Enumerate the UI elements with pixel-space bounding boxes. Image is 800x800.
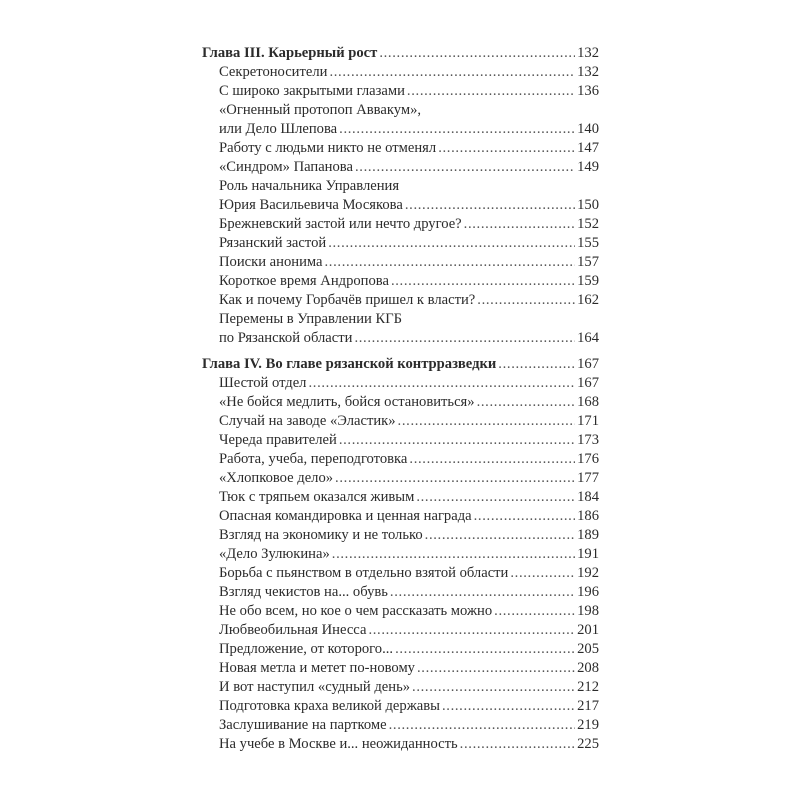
entry-title: Рязанский застой <box>219 235 327 251</box>
toc-entry <box>202 526 599 545</box>
leader-dots <box>510 564 575 583</box>
page-number: 201 <box>577 622 599 638</box>
entry-title: «Дело Зулюкина» <box>219 546 330 562</box>
toc-entry <box>202 63 599 82</box>
entry-title: Не обо всем, но кое о чем рассказать можно <box>219 603 493 619</box>
leader-dots <box>494 602 575 621</box>
entry-title-line: «Огненный протопоп Аввакум», <box>219 102 422 118</box>
page-number: 208 <box>577 660 599 676</box>
leader-dots <box>498 355 575 374</box>
page-number: 136 <box>577 83 599 99</box>
entry-row <box>202 678 599 697</box>
leader-dots <box>477 291 575 310</box>
entry-row <box>202 507 599 526</box>
entry-title: Работу с людьми никто не отменял <box>219 140 437 156</box>
entry-row <box>202 393 599 412</box>
entry-row <box>202 291 599 310</box>
toc-entry <box>202 697 599 716</box>
page-number: 205 <box>577 641 599 657</box>
page-number: 192 <box>577 565 599 581</box>
leader-dots <box>332 545 575 564</box>
entry-title: Новая метла и метет по-новому <box>219 660 415 676</box>
leader-dots <box>335 469 575 488</box>
table-of-contents <box>202 44 599 761</box>
page-number: 167 <box>577 375 599 391</box>
entry-row <box>202 545 599 564</box>
entry-row <box>202 63 599 82</box>
toc-entry <box>202 374 599 393</box>
page-number: 219 <box>577 717 599 733</box>
toc-entry <box>202 450 599 469</box>
entry-row <box>202 602 599 621</box>
toc-entry <box>202 564 599 583</box>
leader-dots <box>354 329 575 348</box>
leader-dots <box>379 44 575 63</box>
leader-dots <box>442 697 575 716</box>
entry-title-line: Перемены в Управлении КГБ <box>219 311 403 327</box>
page-number: 217 <box>577 698 599 714</box>
leader-dots <box>325 253 576 272</box>
entry-row <box>202 215 599 234</box>
toc-entry <box>202 253 599 272</box>
page-number: 173 <box>577 432 599 448</box>
entry-row <box>202 488 599 507</box>
entry-title: Борьба с пьянством в отдельно взятой области <box>219 565 509 581</box>
entry-row <box>202 82 599 101</box>
page-number: 184 <box>577 489 599 505</box>
entry-row <box>202 139 599 158</box>
entry-row <box>202 196 599 215</box>
leader-dots <box>407 82 575 101</box>
entry-title: Поиски анонима <box>219 254 323 270</box>
toc-entry <box>202 640 599 659</box>
page-number: 157 <box>577 254 599 270</box>
chapter-heading <box>202 355 599 374</box>
page-number: 168 <box>577 394 599 410</box>
entry-title: Брежневский застой или нечто другое? <box>219 216 462 232</box>
entry-title: И вот наступил «судный день» <box>219 679 411 695</box>
toc-chapter <box>202 44 599 348</box>
entry-row <box>202 469 599 488</box>
entry-title: Секретоносители <box>219 64 328 80</box>
toc-entry <box>202 678 599 697</box>
page-number: 150 <box>577 197 599 213</box>
toc-entry <box>202 507 599 526</box>
toc-entry <box>202 139 599 158</box>
entry-row <box>202 640 599 659</box>
page-number: 164 <box>577 330 599 346</box>
toc-entry <box>202 583 599 602</box>
leader-dots <box>339 120 575 139</box>
leader-dots <box>329 63 575 82</box>
page-number: 198 <box>577 603 599 619</box>
page-number: 155 <box>577 235 599 251</box>
entry-row <box>202 716 599 735</box>
toc-entry <box>202 412 599 431</box>
leader-dots <box>308 374 575 393</box>
leader-dots <box>389 716 576 735</box>
leader-dots <box>438 139 575 158</box>
entry-row <box>202 412 599 431</box>
toc-entry <box>202 621 599 640</box>
entry-title: «Синдром» Папанова <box>219 159 353 175</box>
page-number: 176 <box>577 451 599 467</box>
entry-row <box>202 374 599 393</box>
page-number: 140 <box>577 121 599 137</box>
leader-dots <box>391 272 575 291</box>
leader-dots <box>464 215 575 234</box>
entry-row <box>202 431 599 450</box>
leader-dots <box>409 450 575 469</box>
entry-row <box>202 272 599 291</box>
page-number: 132 <box>577 64 599 80</box>
toc-entry <box>202 735 599 754</box>
leader-dots <box>477 393 576 412</box>
leader-dots <box>474 507 575 526</box>
entry-row <box>202 120 599 139</box>
entry-title: по Рязанской области <box>219 330 353 346</box>
page-number: 186 <box>577 508 599 524</box>
toc-entry <box>202 310 599 348</box>
toc-entry <box>202 158 599 177</box>
entry-title: С широко закрытыми глазами <box>219 83 405 99</box>
entry-title: Подготовка краха великой державы <box>219 698 440 714</box>
entry-title: «Не бойся медлить, бойся остановиться» <box>219 394 475 410</box>
page-number: 225 <box>577 736 599 752</box>
entry-title: Любвеобильная Инесса <box>219 622 367 638</box>
toc-entry <box>202 659 599 678</box>
entry-title: Взгляд чекистов на... обувь <box>219 584 388 600</box>
entry-row <box>202 583 599 602</box>
leader-dots <box>368 621 575 640</box>
leader-dots <box>412 678 575 697</box>
entry-title: Работа, учеба, переподготовка <box>219 451 408 467</box>
page-number: 171 <box>577 413 599 429</box>
entry-title: Юрия Васильевича Мосякова <box>219 197 403 213</box>
page-number: 152 <box>577 216 599 232</box>
leader-dots <box>398 412 576 431</box>
chapter-heading <box>202 44 599 63</box>
entry-row <box>202 621 599 640</box>
page-number: 147 <box>577 140 599 156</box>
toc-entry <box>202 291 599 310</box>
entry-title: Шестой отдел <box>219 375 307 391</box>
entry-title: «Хлопковое дело» <box>219 470 334 486</box>
page-number: 162 <box>577 292 599 308</box>
page-number: 149 <box>577 159 599 175</box>
page-number: 196 <box>577 584 599 600</box>
entry-row <box>202 450 599 469</box>
toc-entry <box>202 177 599 215</box>
toc-entry <box>202 101 599 139</box>
leader-dots <box>425 526 575 545</box>
page-number: 167 <box>577 356 599 372</box>
entry-row <box>202 329 599 348</box>
entry-title: Предложение, от которого... <box>219 641 394 657</box>
entry-title: или Дело Шлепова <box>219 121 338 137</box>
entry-title: Опасная командировка и ценная награда <box>219 508 472 524</box>
leader-dots <box>417 659 575 678</box>
toc-entry <box>202 431 599 450</box>
toc-entry <box>202 393 599 412</box>
page-number: 189 <box>577 527 599 543</box>
leader-dots <box>405 196 575 215</box>
entry-title: Случай на заводе «Эластик» <box>219 413 396 429</box>
entry-title: Череда правителей <box>219 432 337 448</box>
entry-row <box>202 526 599 545</box>
chapter-title: Глава IV. Во главе рязанской контрразведки <box>202 356 497 372</box>
leader-dots <box>395 640 575 659</box>
toc-entry <box>202 488 599 507</box>
entry-title: На учебе в Москве и... неожиданность <box>219 736 458 752</box>
toc-entry <box>202 234 599 253</box>
page-number: 132 <box>577 45 599 61</box>
page-number: 191 <box>577 546 599 562</box>
leader-dots <box>355 158 575 177</box>
leader-dots <box>328 234 575 253</box>
entry-row <box>202 234 599 253</box>
entry-row <box>202 253 599 272</box>
entry-title: Короткое время Андропова <box>219 273 389 289</box>
entry-row <box>202 158 599 177</box>
entry-row <box>202 659 599 678</box>
toc-entry <box>202 82 599 101</box>
entry-title: Как и почему Горбачёв пришел к власти? <box>219 292 476 308</box>
toc-entry <box>202 545 599 564</box>
toc-chapter <box>202 355 599 754</box>
leader-dots <box>416 488 575 507</box>
toc-entry <box>202 602 599 621</box>
page-number: 177 <box>577 470 599 486</box>
leader-dots <box>390 583 575 602</box>
entry-title: Взгляд на экономику и не только <box>219 527 423 543</box>
toc-entry <box>202 215 599 234</box>
toc-entry <box>202 469 599 488</box>
page-number: 159 <box>577 273 599 289</box>
page-number: 212 <box>577 679 599 695</box>
leader-dots <box>460 735 575 754</box>
entry-row <box>202 564 599 583</box>
entry-title: Заслушивание на парткоме <box>219 717 387 733</box>
toc-entry <box>202 716 599 735</box>
toc-entry <box>202 272 599 291</box>
entry-row <box>202 697 599 716</box>
entry-row <box>202 735 599 754</box>
entry-title-line: Роль начальника Управления <box>219 178 400 194</box>
entry-title: Тюк с тряпьем оказался живым <box>219 489 415 505</box>
leader-dots <box>339 431 575 450</box>
chapter-title: Глава III. Карьерный рост <box>202 45 378 61</box>
